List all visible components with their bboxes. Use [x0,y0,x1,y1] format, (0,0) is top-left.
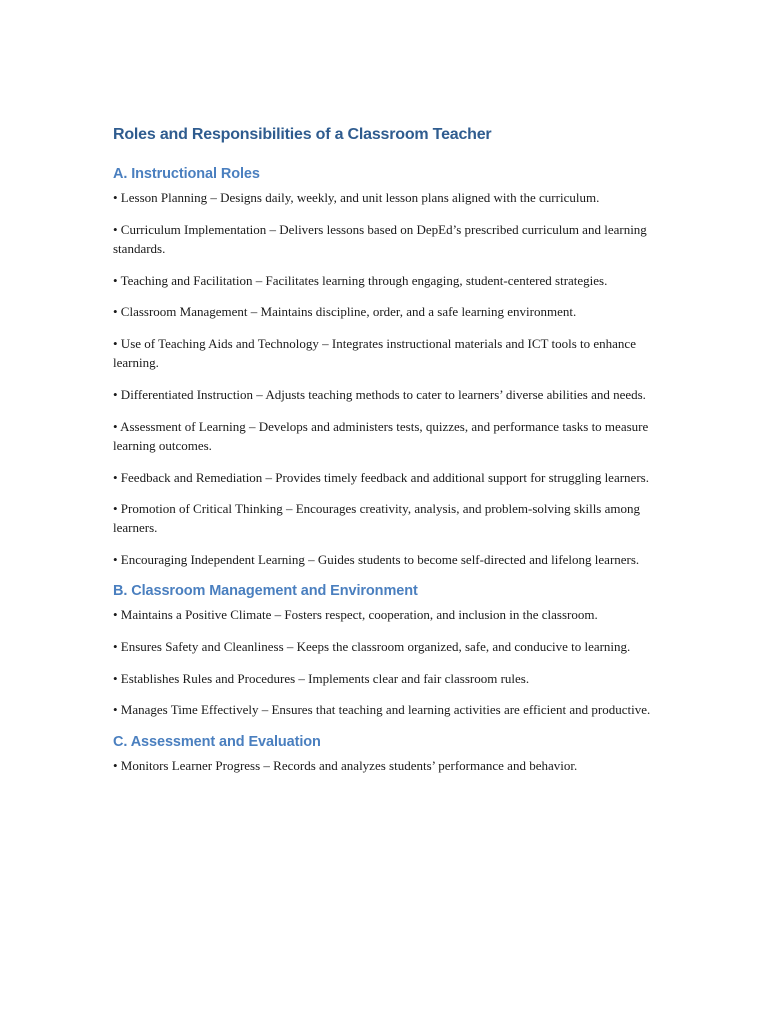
list-item: • Establishes Rules and Procedures – Implements clear and fair classroom rules. [113,670,530,686]
list-item: • Teaching and Facilitation – Facilitates learning through engaging, student-centered strategies. [113,272,608,288]
list-item: • Lesson Planning – Designs daily, weekly, and unit lesson plans aligned with the curriculum. [113,190,600,205]
document-page [113,124,658,787]
list-item: • Maintains a Positive Climate – Fosters respect, cooperation, and inclusion in the classroom. [113,607,598,623]
list-item: • Assessment of Learning – Develops and administers tests, quizzes, and performance tasks to measure learning outcomes. [113,418,649,453]
list-item: • Encouraging Independent Learning – Guides students to become self-directed and lifelong learners. [113,552,640,568]
section-assessment-evaluation [113,732,658,775]
section-instructional-roles [113,164,658,569]
list-item: • Manages Time Effectively – Ensures that teaching and learning activities are efficient and productive. [113,702,651,718]
list-item: • Classroom Management – Maintains discipline, order, and a safe learning environment. [113,304,577,320]
list-item: • Feedback and Remediation – Provides timely feedback and additional support for struggling learners. [113,469,649,485]
section-heading: C. Assessment and Evaluation [113,733,321,750]
list-item: • Differentiated Instruction – Adjusts teaching methods to cater to learners’ diverse abilities and needs. [113,386,646,402]
section-heading: A. Instructional Roles [113,166,260,182]
section-heading: B. Classroom Management and Environment [113,583,418,600]
list-item: • Use of Teaching Aids and Technology – Integrates instructional materials and ICT tools to enhance learning. [113,336,636,371]
list-item: • Ensures Safety and Cleanliness – Keeps the classroom organized, safe, and conducive to learning. [113,639,631,655]
list-item: • Curriculum Implementation – Delivers lessons based on DepEd’s prescribed curriculum and learning standards. [113,221,647,256]
list-item: • Promotion of Critical Thinking – Encourages creativity, analysis, and problem-solving skills among learners. [113,501,640,536]
list-item: • Monitors Learner Progress – Records and analyzes students’ performance and behavior. [113,757,578,773]
document-title: Roles and Responsibilities of a Classroom Teacher [113,126,492,143]
section-classroom-management [113,581,658,719]
